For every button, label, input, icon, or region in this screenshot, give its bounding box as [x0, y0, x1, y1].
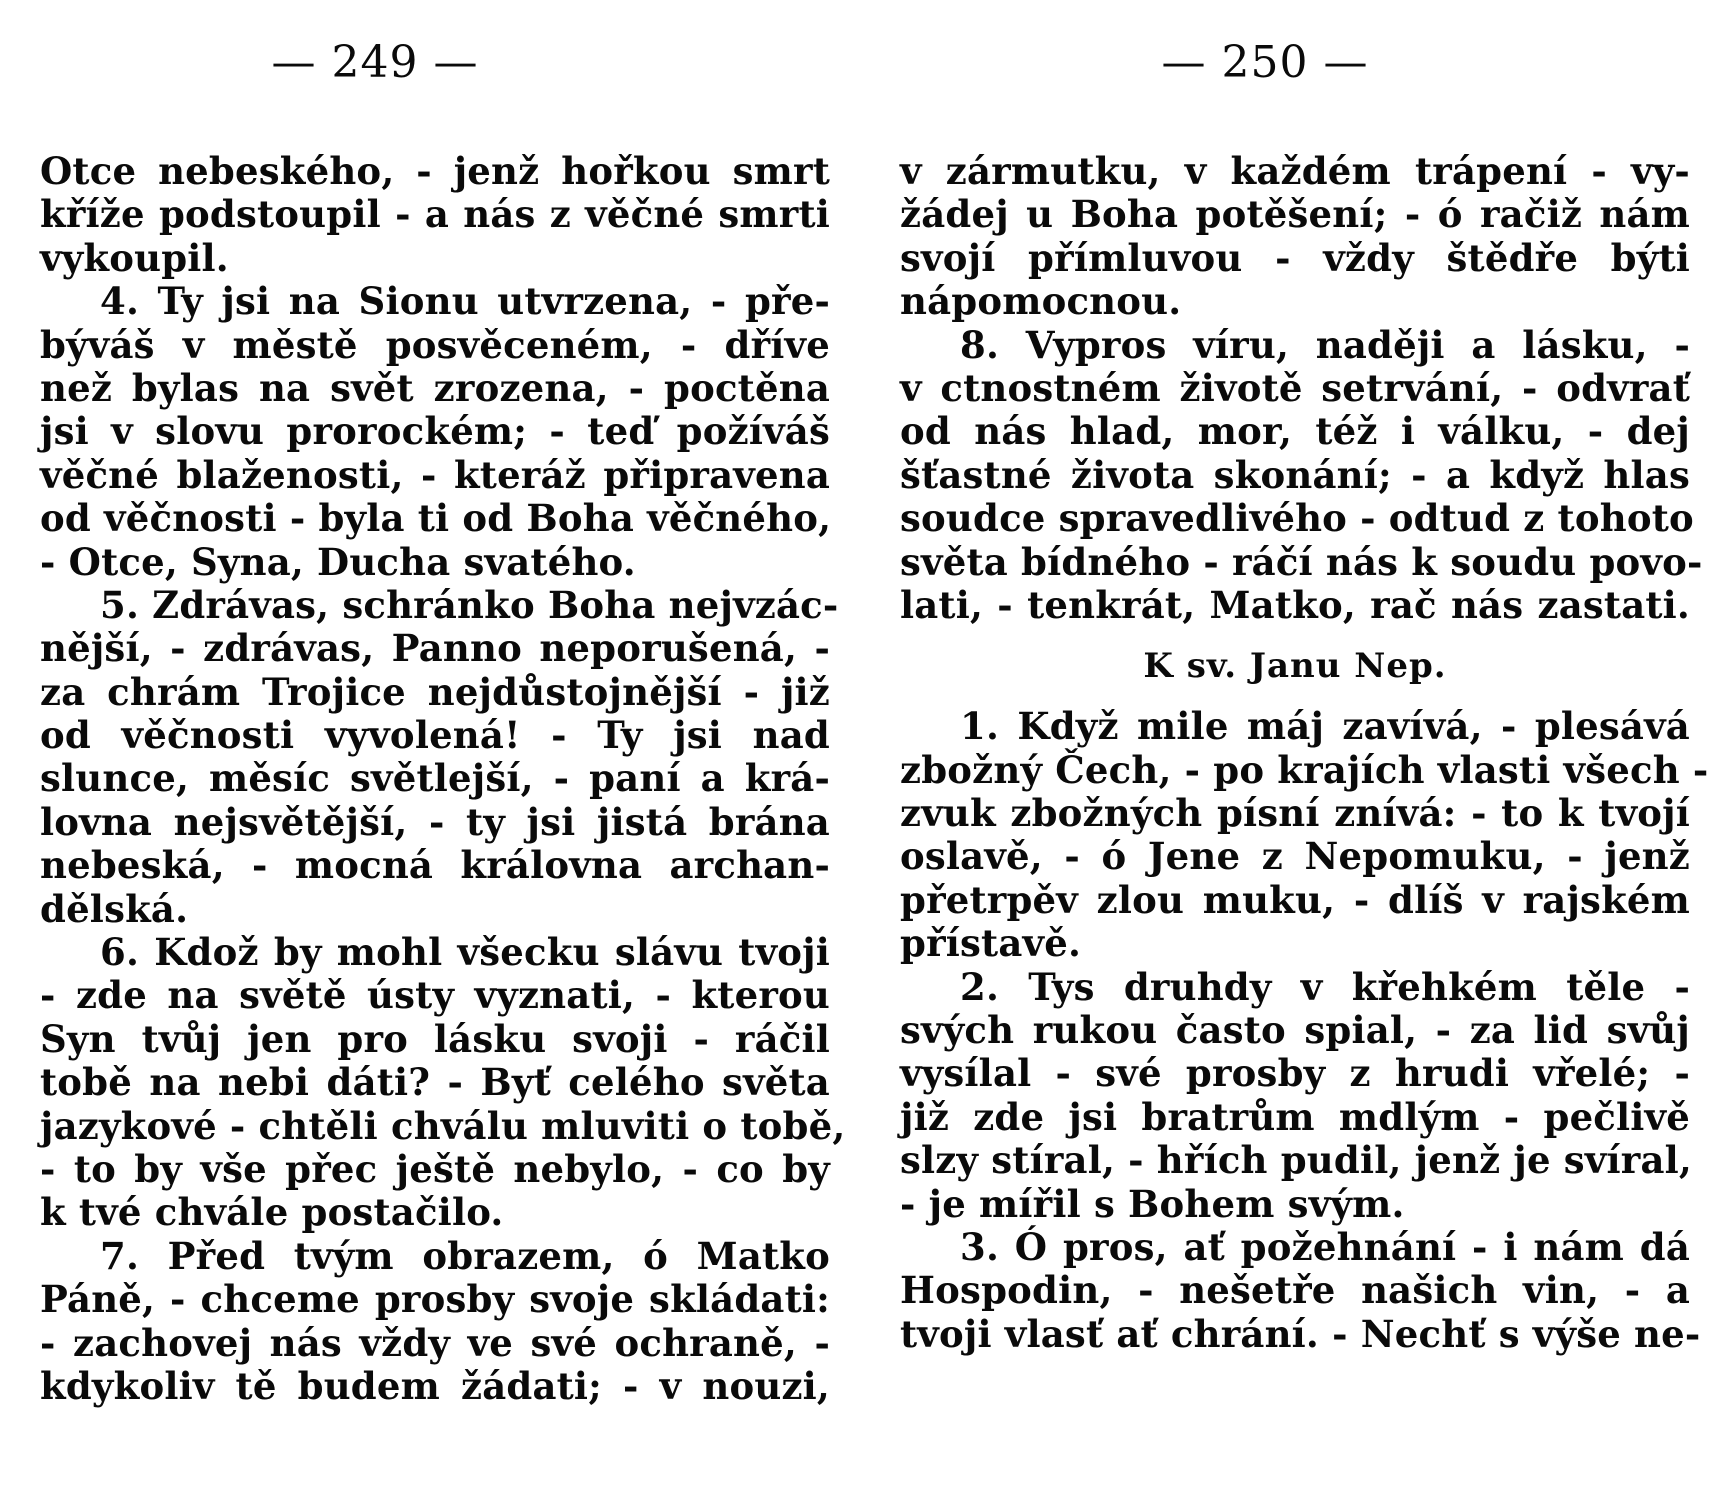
- text-line: 2. Tys druhdy v křehkém těle -: [960, 964, 1690, 1009]
- text-line: světa bídného - ráčí nás k soudu povo-: [900, 539, 1703, 584]
- text-line: tobě na nebi dáti? - Byť celého světa: [40, 1060, 830, 1105]
- text-line: žádej u Boha potěšení; - ó račiž nám: [900, 192, 1690, 237]
- text-line: přetrpěv zlou muku, - dlíš v rajském: [900, 877, 1690, 922]
- text-line: svojí přímluvou - vždy štědře býti: [900, 235, 1690, 280]
- text-line: - je mířil s Bohem svým.: [900, 1181, 1405, 1226]
- text-line: 6. Kdož by mohl všecku slávu tvoji: [100, 930, 830, 975]
- text-line: býváš v městě posvěceném, - dříve: [40, 322, 830, 367]
- text-line: od věčnosti vyvolená! - Ty jsi nad: [40, 713, 830, 758]
- text-line: kdykoliv tě budem žádati; - v nouzi,: [40, 1363, 830, 1408]
- text-line: vysílal - své prosby z hrudi vřelé; -: [900, 1051, 1690, 1096]
- text-line: od věčnosti - byla ti od Boha věčného,: [40, 496, 832, 541]
- text-line: zbožný Čech, - po krajích vlasti všech -: [900, 747, 1709, 792]
- text-line: věčné blaženosti, - kteráž připravena: [40, 452, 830, 497]
- right-page-number: — 250 —: [1161, 37, 1369, 88]
- text-line: Hospodin, - nešetře našich vin, - a: [900, 1268, 1690, 1313]
- text-line: - zachovej nás vždy ve své ochraně, -: [40, 1320, 830, 1365]
- text-line: 1. Když mile máj zavívá, - plesává: [960, 704, 1690, 749]
- text-line: dělská.: [40, 886, 189, 931]
- text-line: Syn tvůj jen pro lásku svoji - ráčil: [40, 1016, 830, 1061]
- text-line: nebeská, - mocná královna archan-: [40, 843, 830, 888]
- text-line: lovna nejsvětější, - ty jsi jistá brána: [40, 799, 830, 844]
- text-line: Páně, - chceme prosby svoje skládati:: [40, 1277, 830, 1322]
- text-line: k tvé chvále postačilo.: [40, 1190, 504, 1235]
- right-page: [900, 0, 1709, 1500]
- text-line: 7. Před tvým obrazem, ó Matko: [100, 1233, 830, 1278]
- text-line: - zde na světě ústy vyznati, - kterou: [40, 973, 830, 1018]
- text-line: již zde jsi bratrům mdlým - pečlivě: [900, 1094, 1690, 1139]
- text-line: kříže podstoupil - a nás z věčné smrti: [40, 192, 830, 237]
- text-line: - to by vše přec ještě nebylo, - co by: [40, 1146, 830, 1191]
- text-line: 5. Zdrávas, schránko Boha nejvzác-: [100, 582, 839, 627]
- left-page: [40, 0, 846, 1500]
- text-line: přístavě.: [900, 921, 1082, 966]
- text-line: než bylas na svět zrozena, - poctěna: [40, 365, 830, 410]
- text-line: 4. Ty jsi na Sionu utvrzena, - pře-: [100, 279, 830, 324]
- text-line: v ctnostném životě setrvání, - odvrať: [900, 365, 1690, 410]
- text-line: nější, - zdrávas, Panno neporušená, -: [40, 626, 830, 671]
- text-line: v zármutku, v každém trápení - vy-: [900, 149, 1690, 193]
- text-line: jsi v slovu prorockém; - teď požíváš: [40, 409, 830, 454]
- text-line: oslavě, - ó Jene z Nepomuku, - jenž: [900, 834, 1690, 879]
- text-line: tvoji vlasť ať chrání. - Nechť s výše ne-: [900, 1311, 1701, 1356]
- text-line: 3. Ó pros, ať požehnání - i nám dá: [960, 1224, 1690, 1269]
- text-line: 8. Vypros víru, naději a lásku, -: [960, 322, 1690, 367]
- text-line: slunce, měsíc světlejší, - paní a krá-: [40, 756, 830, 801]
- text-line: jazykové - chtěli chválu mluviti o tobě,: [40, 1103, 846, 1148]
- text-line: Otce nebeského, - jenž hořkou smrt: [40, 149, 830, 193]
- right-page-text: [900, 149, 1709, 1356]
- text-line: zvuk zbožných písní znívá: - to k tvojí: [900, 791, 1690, 836]
- text-line: soudce spravedlivého - odtud z tohoto: [900, 496, 1694, 541]
- text-line: za chrám Trojice nejdůstojnější - již: [40, 669, 830, 714]
- text-line: - Otce, Syna, Ducha svatého.: [40, 539, 636, 584]
- text-line: slzy stíral, - hřích pudil, jenž je svíral,: [900, 1138, 1692, 1183]
- text-line: svých rukou často spial, - za lid svůj: [900, 1008, 1690, 1053]
- text-line: šťastné života skonání; - a když hlas: [900, 452, 1690, 497]
- section-heading: K sv. Janu Nep.: [1143, 646, 1447, 687]
- text-line: vykoupil.: [40, 235, 229, 280]
- left-page-text: [40, 149, 846, 1408]
- text-line: od nás hlad, mor, též i válku, - dej: [900, 409, 1690, 454]
- text-line: nápomocnou.: [900, 279, 1182, 324]
- text-line: lati, - tenkrát, Matko, rač nás zastati.: [900, 582, 1690, 627]
- left-page-number: — 249 —: [271, 37, 479, 88]
